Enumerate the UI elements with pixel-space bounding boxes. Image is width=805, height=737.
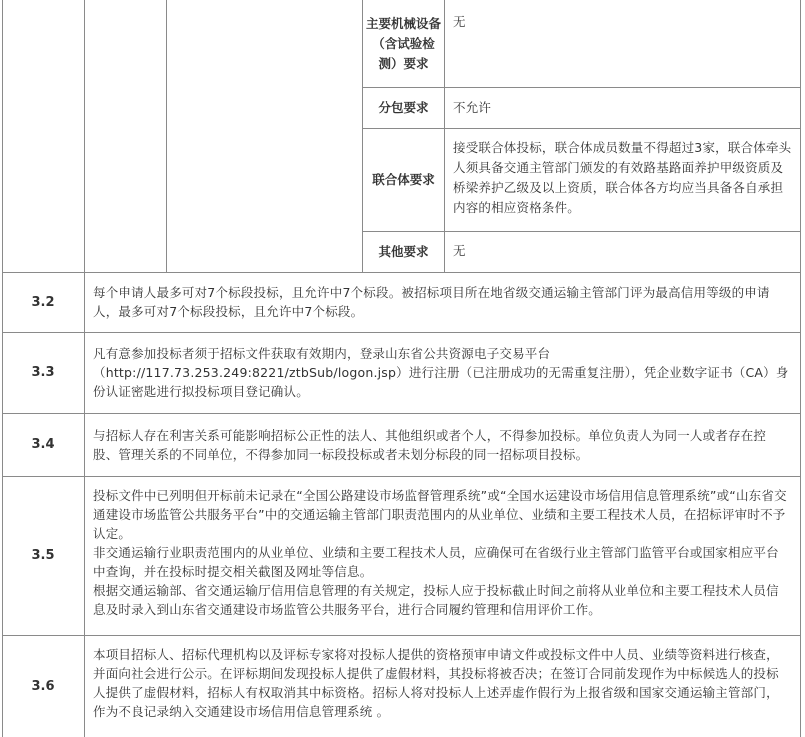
grid-line — [84, 332, 85, 413]
section-row — [0, 413, 801, 476]
grid-line — [2, 0, 3, 272]
section-row — [0, 635, 801, 737]
section-row — [0, 332, 801, 413]
section-number: 3.2 — [31, 294, 55, 310]
grid-line — [84, 635, 85, 737]
section-number: 3.6 — [31, 678, 55, 694]
requirement-label: 分包要求 — [378, 100, 429, 115]
section-text — [93, 344, 789, 401]
paragraph: 本项目招标人、招标代理机构以及评标专家将对投标人提供的资格预审申请文件或投标文件中人员、业绩等资料进行核查，并面向社会进行公示。在评标期间发现投标人提供了虚假材料，其投标将被否决；在签订合同前发现作为中标候选人的投标人提供了虚假材料，招标人有权取消其中标资格。招标人将对投标人上述弄虚作假行为上报省级和国家交通运输主管部门，作为不良记录纳入交通建设市场信用信息管理系统 。 — [93, 647, 779, 719]
grid-line — [84, 476, 85, 635]
requirement-label: 其他要求 — [378, 244, 429, 259]
section-number: 3.4 — [31, 437, 55, 452]
paragraph: 与招标人存在利害关系可能影响招标公正性的法人、其他组织或者个人，不得参加投标。单位负责人为同一人或者存在控股、管理关系的不同单位，不得参加同一标段投标或者未划分标段的同一招标项目投标。 — [93, 428, 767, 462]
paragraph: 根据交通运输部、省交通运输厅信用信息管理的有关规定，投标人应于投标截止时间之前将从业单位和主要工程技术人员信息及时录入到山东省交通建设市场监管公共服务平台，进行合同履约管理和信用评价工作。 — [93, 583, 779, 617]
requirement-value: 无 — [453, 243, 466, 258]
requirement-value: 无 — [453, 14, 466, 29]
paragraph: 凡有意参加投标者须于招标文件获取有效期内，登录山东省公共资源电子交易平台（http://117.73.253.249:8221/ztbSub/logon.jsp）进行注册（已注册成功的无需重复注册），凭企业数字证书（CA）身份认证密匙进行拟投标项目登记确认。 — [93, 346, 789, 399]
grid-line — [800, 635, 801, 737]
grid-line — [800, 332, 801, 413]
grid-line — [84, 272, 85, 332]
grid-line — [166, 0, 167, 272]
requirement-value: 不允许 — [453, 100, 492, 115]
paragraph: 每个申请人最多可对7个标段投标，且允许中7个标段。被招标项目所在地省级交通运输主管部门评为最高信用等级的申请人，最多可对7个标段投标，且允许中7个标段。 — [93, 285, 770, 319]
paragraph: 非交通运输行业职责范围内的从业单位、业绩和主要工程技术人员，应确保可在省级行业主管部门监管平台或国家相应平台中查询，并在投标时提交相关截图及网址等信息。 — [93, 545, 779, 579]
section-number: 3.5 — [31, 548, 55, 563]
requirement-label: 联合体要求 — [372, 172, 435, 187]
grid-line — [800, 476, 801, 635]
section-row — [0, 476, 801, 635]
grid-line — [84, 0, 85, 272]
section-text — [93, 426, 789, 464]
qualification-block — [0, 0, 801, 272]
section-number: 3.3 — [31, 365, 55, 380]
grid-line — [800, 272, 801, 332]
paragraph: 投标文件中已列明但开标前未记录在“全国公路建设市场监督管理系统”或“全国水运建设市场信用信息管理系统”或“山东省交通建设市场监管公共服务平台”中的交通运输主管部门职责范围内的从业单位、业绩和主要工程技术人员，在招标评审时不予认定。 — [93, 488, 787, 541]
section-text — [93, 645, 789, 721]
grid-line — [800, 413, 801, 476]
section-row — [0, 272, 801, 332]
requirement-value: 接受联合体投标，联合体成员数量不得超过3家，联合体牵头人须具备交通主管部门颁发的有效路基路面养护甲级资质及桥梁养护乙级及以上资质，联合体各方均应当具备各自承担内容的相应资格条件。 — [453, 140, 792, 215]
requirement-label: 主要机械设备（含试验检测）要求 — [365, 16, 441, 71]
section-text — [93, 283, 789, 321]
grid-line — [84, 413, 85, 476]
section-text — [93, 486, 789, 619]
